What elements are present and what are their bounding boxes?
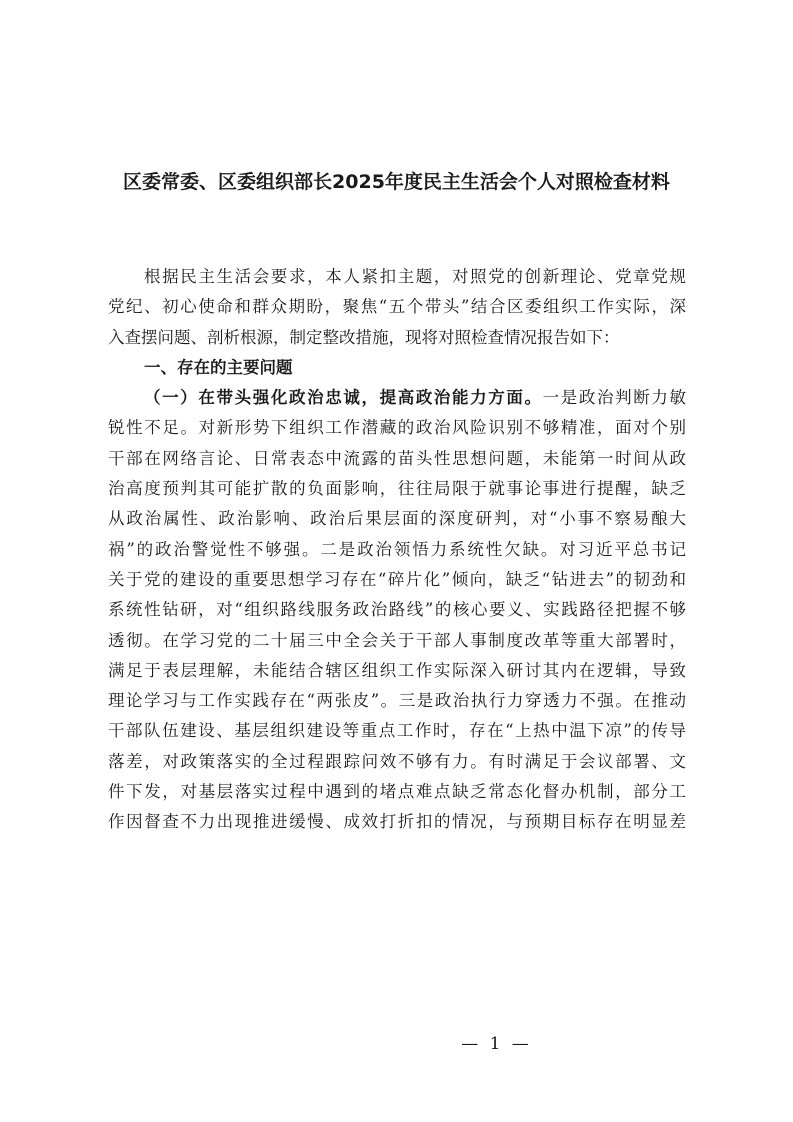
paragraph-line: 根据民主生活会要求，本人紧扣主题，对照党的创新理论、党章党规 xyxy=(144,267,686,286)
paragraph-line: 入查摆问题、剖析根源，制定整改措施，现将对照检查情况报告如下： xyxy=(108,327,620,347)
subsection-label: （一）在带头强化政治忠诚，提高政治能力方面。 xyxy=(144,388,543,408)
paragraph-line: 从政治属性、政治影响、政治后果层面的深度研判，对“小事不察易酿大 xyxy=(108,509,686,529)
document-title: 区委常委、区委组织部长2025年度民主生活会个人对照检查材料 xyxy=(123,171,670,193)
paragraph-line: 透彻。在学习党的二十届三中全会关于干部人事制度改革等重大部署时， xyxy=(108,630,686,650)
section-heading: 一、存在的主要问题 xyxy=(144,357,293,377)
paragraph-line: 治高度预判其可能扩散的负面影响，往往局限于就事论事进行提醒，缺乏 xyxy=(108,479,686,499)
paragraph-line: 满足于表层理解，未能结合辖区组织工作实际深入研讨其内在逻辑，导致 xyxy=(108,660,686,680)
paragraph-line: 干部在网络言论、日常表态中流露的苗头性思想问题，未能第一时间从政 xyxy=(108,448,686,468)
subsection-first-line xyxy=(108,383,686,413)
paragraph-line: 件下发，对基层落实过程中遇到的堵点难点缺乏常态化督办机制，部分工 xyxy=(108,782,686,802)
paragraph-line: 干部队伍建设、基层组织建设等重点工作时，存在“上热中温下凉”的传导 xyxy=(108,721,686,741)
subsection-first-line-text: 一是政治判断力敏 xyxy=(542,388,687,408)
paragraph-line: 祸”的政治警觉性不够强。二是政治领悟力系统性欠缺。对习近平总书记 xyxy=(108,539,686,559)
paragraph-line: 关于党的建设的重要思想学习存在“碎片化”倾向，缺乏“钻进去”的韧劲和 xyxy=(108,569,686,589)
document-body xyxy=(108,262,686,838)
paragraph-line: 理论学习与工作实践存在“两张皮”。三是政治执行力穿透力不强。在推动 xyxy=(108,691,686,711)
paragraph-line: 党纪、初心使命和群众期盼，聚焦“五个带头”结合区委组织工作实际，深 xyxy=(108,297,686,317)
page-number: — 1 — xyxy=(461,1034,532,1054)
paragraph-line: 锐性不足。对新形势下组织工作潜藏的政治风险识别不够精准，面对个别 xyxy=(108,418,686,438)
paragraph-line: 系统性钻研，对“组织路线服务政治路线”的核心要义、实践路径把握不够 xyxy=(108,600,686,620)
paragraph-line: 作因督查不力出现推进缓慢、成效打折扣的情况，与预期目标存在明显差 xyxy=(108,812,686,832)
paragraph-line: 落差，对政策落实的全过程跟踪问效不够有力。有时满足于会议部署、文 xyxy=(108,751,686,771)
